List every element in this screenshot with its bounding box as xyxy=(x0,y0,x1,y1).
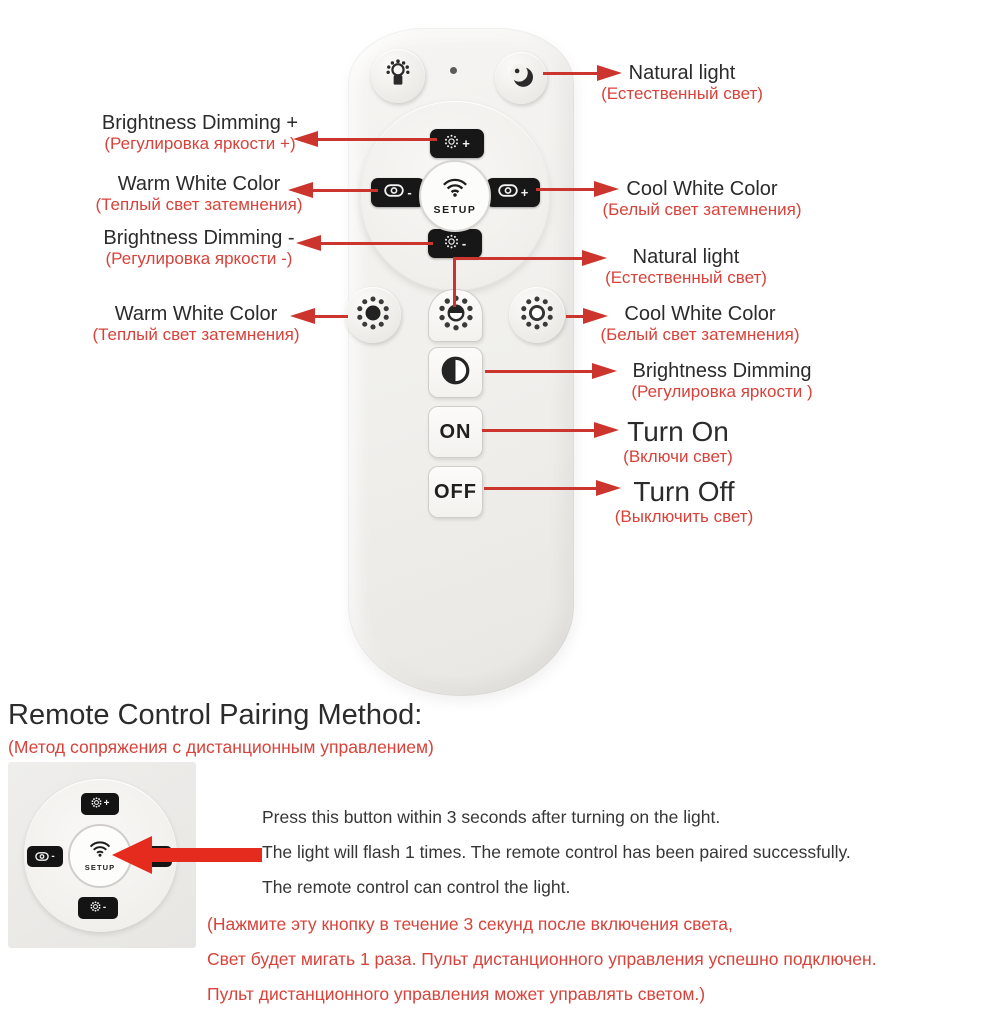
sun-icon xyxy=(444,234,459,254)
lamp-lens-icon xyxy=(384,184,404,202)
label-cool-white-1 xyxy=(562,178,842,220)
label-brightness-minus xyxy=(59,227,339,269)
off-label: OFF xyxy=(434,480,477,503)
arrow-line xyxy=(485,370,595,373)
pairing-instruction-ru: Пульт дистанционного управления может управлять светом.) xyxy=(207,984,706,1004)
brightness-dimming-button xyxy=(428,347,483,398)
label-turn-on xyxy=(538,416,818,467)
brightness-plus-button xyxy=(430,129,484,158)
label-en: Warm White Color xyxy=(117,173,281,195)
label-ru: (Теплый свет затемнения) xyxy=(92,325,300,344)
lamp-lens-icon xyxy=(35,848,49,866)
label-en: Brightness Dimming + xyxy=(101,112,299,134)
sun-icon xyxy=(91,795,102,813)
plus-sign: + xyxy=(520,185,529,200)
label-en: Warm White Color xyxy=(114,303,278,325)
label-natural-light-1 xyxy=(542,62,822,104)
label-en: Cool White Color xyxy=(626,178,778,200)
sun-icon xyxy=(444,134,459,154)
label-turn-off xyxy=(544,476,824,527)
pairing-arrow-shaft xyxy=(150,848,262,862)
on-button xyxy=(428,406,483,458)
wifi-icon xyxy=(441,177,469,202)
pairing-instruction-ru: Свет будет мигать 1 раза. Пульт дистанционного управления успешно подключен. xyxy=(207,949,877,969)
off-button xyxy=(428,466,483,518)
cool-white-button xyxy=(486,178,540,207)
plus-sign: + xyxy=(462,136,470,151)
sun-icon xyxy=(90,899,101,917)
label-ru: (Регулировка яркости +) xyxy=(104,134,296,153)
pairing-title-ru: (Метод сопряжения с дистанционным управлением) xyxy=(8,737,434,757)
warm-white-button-small xyxy=(27,846,63,867)
label-ru: (Регулировка яркости ) xyxy=(631,382,813,401)
label-en: Natural light xyxy=(632,246,740,268)
label-ru: (Регулировка яркости -) xyxy=(105,249,293,268)
setup-label: SETUP xyxy=(433,203,477,216)
on-label: ON xyxy=(439,420,472,443)
label-natural-light-2 xyxy=(546,246,826,288)
label-ru: (Естественный свет) xyxy=(605,268,767,287)
label-ru: (Теплый свет затемнения) xyxy=(95,195,303,214)
brightness-minus-button xyxy=(428,229,482,258)
label-en: Cool White Color xyxy=(624,303,776,325)
moon-icon xyxy=(505,60,537,97)
cool-sun-icon xyxy=(519,295,555,336)
label-warm-white-1 xyxy=(59,173,339,215)
night-mode-button xyxy=(495,52,547,104)
brightness-plus-button-small xyxy=(81,793,119,815)
brightness-minus-button-small xyxy=(78,897,118,919)
setup-button xyxy=(419,160,491,232)
pairing-arrow-head xyxy=(112,836,152,874)
label-brightness-dimming xyxy=(582,360,862,402)
warm-white-button xyxy=(371,178,425,207)
cool-sun-button xyxy=(509,287,565,343)
label-en: Turn On xyxy=(627,416,729,447)
label-en: Natural light xyxy=(628,62,736,84)
label-warm-white-2 xyxy=(56,303,336,345)
label-ru: (Белый свет затемнения) xyxy=(602,200,802,219)
pairing-instruction-en: Press this button within 3 seconds after turning on the light. xyxy=(262,807,721,827)
setup-label: SETUP xyxy=(84,863,116,872)
label-en: Brightness Dimming - xyxy=(103,227,295,249)
label-en: Brightness Dimming xyxy=(632,360,812,382)
label-brightness-plus xyxy=(60,112,340,154)
pairing-title: Remote Control Pairing Method: xyxy=(8,699,423,731)
pairing-instruction-en: The remote control can control the light. xyxy=(262,877,571,897)
label-cool-white-2 xyxy=(560,303,840,345)
minus-sign: - xyxy=(51,850,55,862)
wifi-icon xyxy=(88,840,112,862)
label-ru: (Выключить свет) xyxy=(614,507,754,526)
minus-sign: - xyxy=(407,185,412,200)
arrow-line xyxy=(453,257,456,307)
warm-sun-icon xyxy=(355,295,391,336)
plus-sign: + xyxy=(103,798,110,809)
label-ru: (Белый свет затемнения) xyxy=(600,325,800,344)
minus-sign: - xyxy=(102,902,107,913)
pairing-instruction-en: The light will flash 1 times. The remote control has been paired successfully. xyxy=(262,842,851,862)
minus-sign: - xyxy=(461,236,467,251)
indicator-hole xyxy=(450,67,457,74)
bulb-icon xyxy=(381,57,415,96)
pairing-instruction-ru: (Нажмите эту кнопку в течение 3 секунд после включения света, xyxy=(207,914,733,934)
bulb-button xyxy=(371,49,425,103)
brightness-contrast-icon xyxy=(438,353,473,393)
label-ru: (Включи свет) xyxy=(623,447,733,466)
label-en: Turn Off xyxy=(633,476,735,507)
label-ru: (Естественный свет) xyxy=(601,84,763,103)
lamp-lens-icon xyxy=(498,184,518,202)
warm-sun-button xyxy=(345,287,401,343)
